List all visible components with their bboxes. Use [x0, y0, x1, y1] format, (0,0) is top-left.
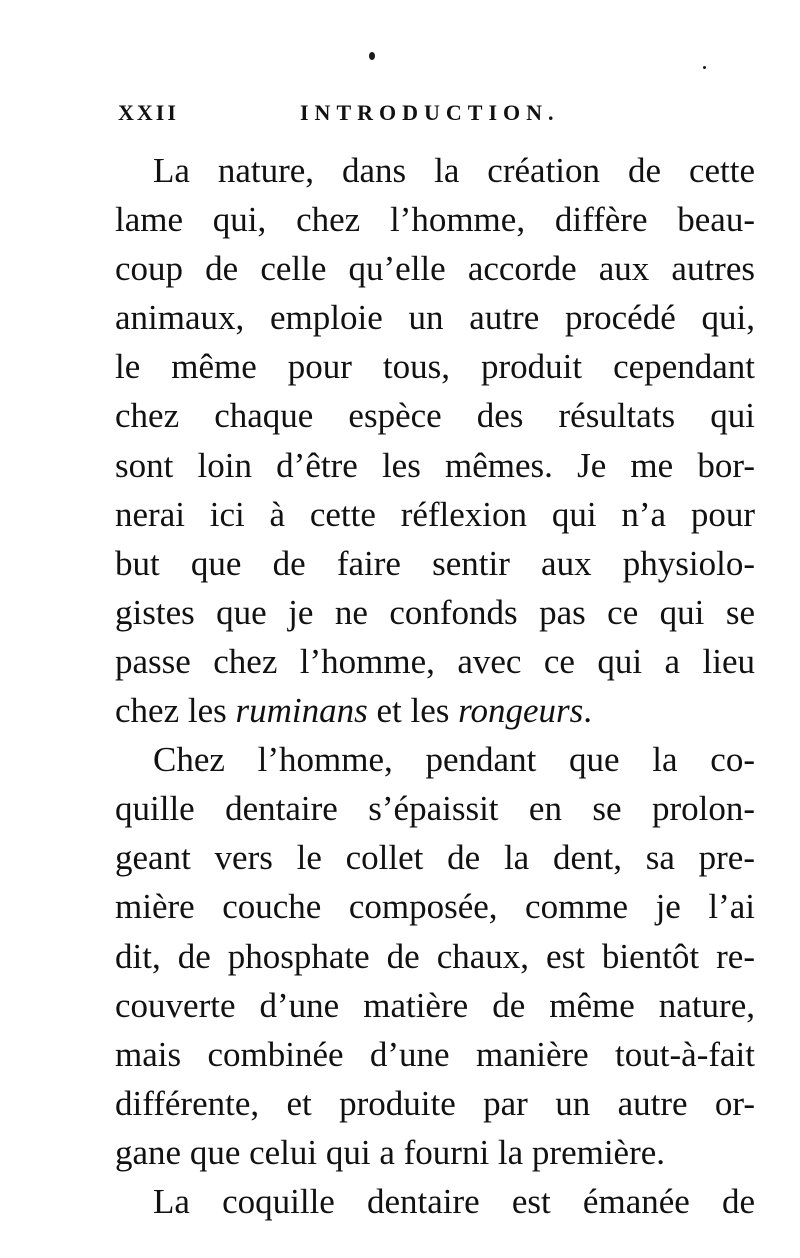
page-header [118, 100, 598, 130]
body-text [115, 146, 755, 1226]
text-line: passe chez l’homme, avec ce qui a lieu [115, 641, 755, 681]
page-number: XXII [118, 100, 179, 125]
text-line: dit, de phosphate de chaux, est bientôt re- [115, 936, 755, 976]
text-line: animaux, emploie un autre procédé qui, [115, 298, 755, 338]
text-line: gistes que je ne confonds pas ce qui se [115, 592, 755, 632]
text-line: différente, et produite par un autre or- [115, 1083, 755, 1123]
text-line: La coquille dentaire est émanée de [153, 1181, 755, 1221]
text-segment: . [583, 691, 592, 731]
text-line: La nature, dans la création de cette [153, 151, 755, 190]
italic-term: rongeurs [458, 691, 584, 731]
text-line: Chez l’homme, pendant que la co- [153, 740, 755, 780]
ink-speck [703, 66, 706, 69]
text-line: lame qui, chez l’homme, diffère beau- [115, 200, 755, 240]
text-line: gane que celui qui a fourni la première. [115, 1132, 666, 1172]
text-line: sont loin d’être les mêmes. Je me bor- [115, 445, 755, 485]
text-line [115, 686, 755, 735]
text-line: couverte d’une matière de même nature, [115, 985, 755, 1025]
text-line: mais combinée d’une manière tout-à-fait [115, 1034, 755, 1074]
text-line: coup de celle qu’elle accorde aux autres [115, 249, 755, 289]
text-line: chez chaque espèce des résultats qui [115, 396, 755, 436]
ink-speck [369, 52, 375, 60]
running-head: INTRODUCTION. [300, 100, 560, 125]
text-segment: et les [367, 691, 459, 731]
text-line: geant vers le collet de la dent, sa pre- [115, 838, 755, 878]
text-line: but que de faire sentir aux physiolo- [115, 543, 755, 583]
italic-term: ruminans [235, 691, 368, 731]
text-line: mière couche composée, comme je l’ai [115, 887, 755, 927]
text-segment: chez les [115, 691, 236, 731]
text-line: quille dentaire s’épaissit en se prolon- [115, 789, 755, 829]
text-line: le même pour tous, produit cependant [115, 347, 755, 387]
text-line: nerai ici à cette réflexion qui n’a pour [115, 494, 755, 534]
